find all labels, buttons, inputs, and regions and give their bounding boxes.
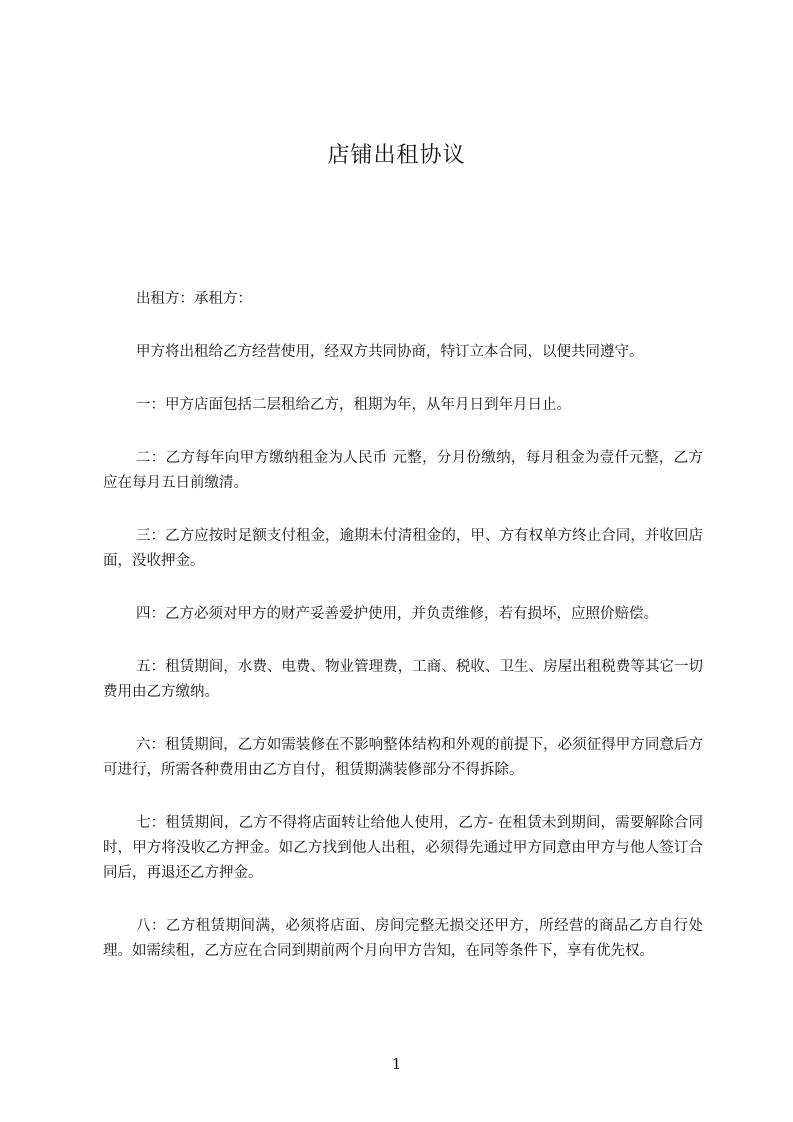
clause-1: 一：甲方店面包括二层租给乙方，租期为年，从年月日到年月日止。: [136, 397, 571, 413]
page-number: 1: [391, 1055, 402, 1073]
clause-5: 五：租赁期间，水费、电费、物业管理费，工商、税收、卫生、房屋出租税费等其它一切费用由乙方缴纳。: [103, 659, 703, 700]
preamble-paragraph: 甲方将出租给乙方经营使用，经双方共同协商，特订立本合同，以便共同遵守。: [136, 344, 644, 360]
clause-4: 四：乙方必须对甲方的财产妥善爱护使用，并负责维修，若有损坏，应照价赔偿。: [136, 606, 658, 622]
document-body: [103, 287, 703, 992]
clause-6: 六：租赁期间，乙方如需装修在不影响整体结构和外观的前提下，必须征得甲方同意后方可进行，所需各种费用由乙方自付，租赁期满装修部分不得拆除。: [103, 737, 703, 778]
document-title: 店铺出租协议: [327, 143, 466, 168]
parties-line: 出租方：承租方：: [136, 291, 252, 307]
clause-3: 三：乙方应按时足额支付租金，逾期未付清租金的，甲、方有权单方终止合同，并收回店面，没收押金。: [103, 528, 703, 569]
clause-2: 二：乙方每年向甲方缴纳租金为人民币 元整，分月份缴纳，每月租金为壹仟元整，乙方应在每月五日前缴清。: [103, 450, 703, 491]
clause-8: 八：乙方租赁期间满，必须将店面、房间完整无损交还甲方，所经营的商品乙方自行处理。如需续租，乙方应在合同到期前两个月向甲方告知，在同等条件下，享有优先权。: [103, 918, 703, 959]
clause-7: 七：租赁期间，乙方不得将店面转让给他人使用，乙方- 在租赁未到期间，需要解除合同时，甲方将没收乙方押金。如乙方找到他人出租，必须得先通过甲方同意由甲方与他人签订合同后，再退还乙方押金。: [103, 815, 703, 881]
